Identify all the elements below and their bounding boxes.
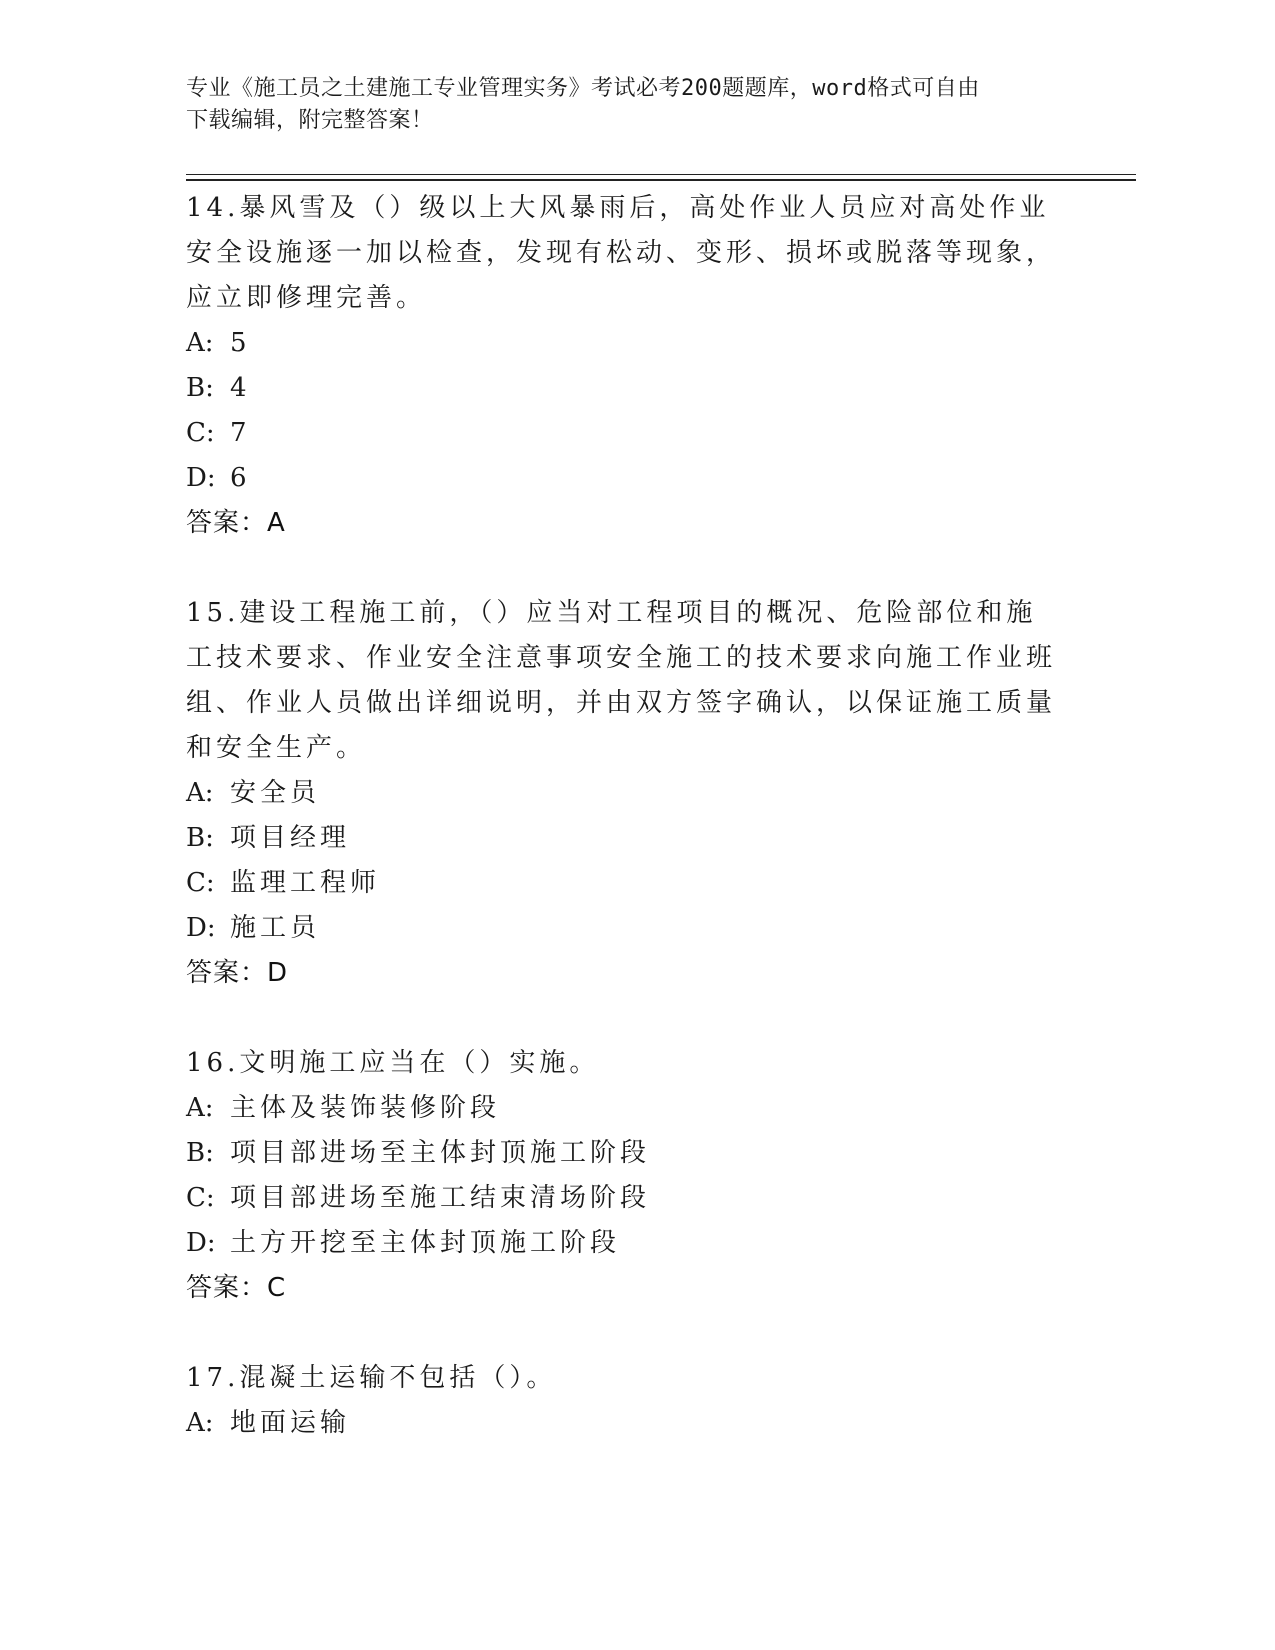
header-line-2: 下载编辑，附完整答案！ [186,108,434,133]
option-key: A: [186,328,214,358]
question-14 [186,186,1066,546]
option-text: 监理工程师 [230,868,381,898]
option-text: 地面运输 [230,1408,351,1438]
option-text: 5 [230,328,251,358]
option-a [186,1401,1066,1446]
option-key: D: [186,463,216,493]
option-text: 施工员 [230,913,321,943]
option-key: D: [186,1228,216,1258]
option-text: 项目部进场至施工结束清场阶段 [230,1183,651,1213]
header-divider [186,174,1136,181]
answer-line: 答案：C [186,1273,287,1303]
question-stem: 16.文明施工应当在（）实施。 [186,1048,600,1078]
option-text: 4 [230,373,251,403]
divider-thick-line [186,179,1136,181]
question-stem: 15.建设工程施工前，（）应当对工程项目的概况、危险部位和施工技术要求、作业安全注意事项安全施工的技术要求向施工作业班组、作业人员做出详细说明，并由双方签字确认，以保证施工质量和安全生产。 [186,598,1057,763]
header-line-1: 专业《施工员之土建施工专业管理实务》考试必考200题题库，word格式可自由 [186,76,980,101]
option-b [186,816,1066,861]
option-key: C: [186,418,215,448]
option-c [186,411,1066,456]
question-stem: 17.混凝土运输不包括（）。 [186,1363,557,1393]
option-key: D: [186,913,216,943]
option-key: A: [186,778,214,808]
option-key: B: [186,373,214,403]
question-17 [186,1356,1066,1446]
option-text: 项目经理 [230,823,351,853]
option-text: 6 [230,463,251,493]
question-list [186,186,1066,1446]
answer-line: 答案：A [186,508,286,538]
option-d [186,1221,1066,1266]
option-a [186,1086,1066,1131]
option-key: B: [186,823,214,853]
question-16 [186,1041,1066,1311]
option-key: A: [186,1408,214,1438]
document-header [186,73,1066,137]
option-text: 土方开挖至主体封顶施工阶段 [230,1228,621,1258]
option-c [186,861,1066,906]
option-d [186,456,1066,501]
option-c [186,1176,1066,1221]
option-b [186,1131,1066,1176]
option-text: 主体及装饰装修阶段 [230,1093,501,1123]
answer-line: 答案：D [186,958,289,988]
option-key: C: [186,1183,215,1213]
option-key: C: [186,868,215,898]
option-text: 项目部进场至主体封顶施工阶段 [230,1138,651,1168]
option-text: 安全员 [230,778,321,808]
option-key: B: [186,1138,214,1168]
option-a [186,771,1066,816]
option-b [186,366,1066,411]
option-text: 7 [230,418,251,448]
option-d [186,906,1066,951]
option-a [186,321,1066,366]
question-15 [186,591,1066,996]
question-stem: 14.暴风雪及（）级以上大风暴雨后，高处作业人员应对高处作业安全设施逐一加以检查，发现有松动、变形、损坏或脱落等现象，应立即修理完善。 [186,193,1057,313]
option-key: A: [186,1093,214,1123]
divider-thin-line [186,174,1136,175]
